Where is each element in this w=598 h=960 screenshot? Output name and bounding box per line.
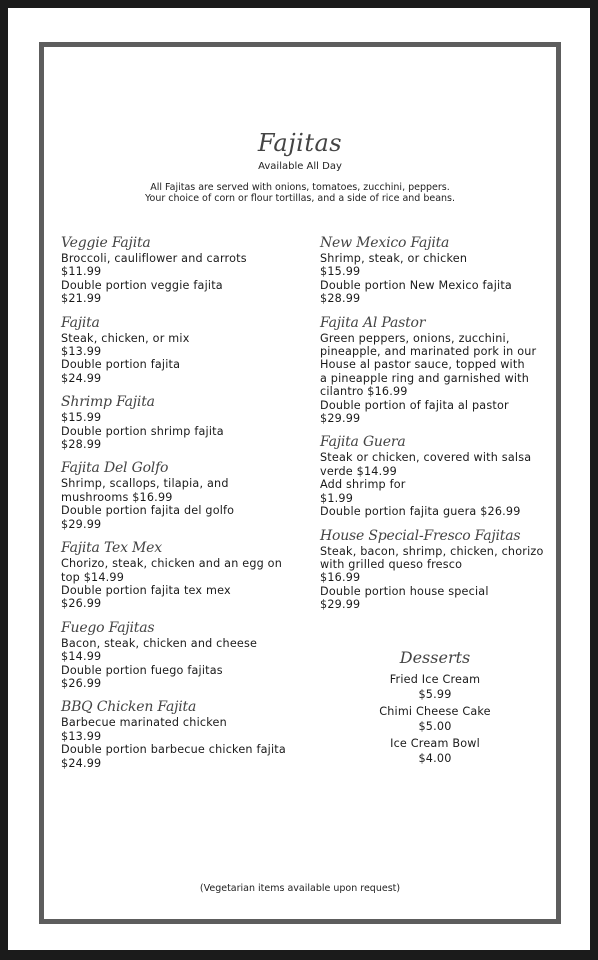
- dessert-price: $4.00: [418, 751, 452, 765]
- menu-item-line: $13.99: [61, 729, 102, 743]
- menu-item: [61, 620, 291, 691]
- menu-item-line: Double portion fajita del golfo: [61, 504, 235, 518]
- menu-border-frame: [39, 42, 561, 924]
- menu-item-line: Broccoli, cauliflower and carrots: [61, 252, 247, 265]
- menu-item-line: Chorizo, steak, chicken and an egg on: [61, 557, 283, 571]
- menu-item: [320, 434, 550, 518]
- menu-item-name: Fajita: [61, 314, 100, 331]
- menu-note-line: Your choice of corn or flour tortillas, and a side of rice and beans.: [144, 193, 456, 204]
- menu-item-line: Bacon, steak, chicken and cheese: [61, 636, 258, 650]
- menu-item: [61, 315, 291, 386]
- menu-item-line: $28.99: [320, 292, 361, 306]
- menu-item-name: House Special-Fresco Fajitas: [320, 527, 521, 544]
- dessert-item: [320, 737, 550, 766]
- menu-item: [61, 394, 291, 451]
- menu-item-name: Fuego Fajitas: [61, 619, 155, 636]
- menu-item-name: New Mexico Fajita: [320, 235, 450, 251]
- menu-item-line: $24.99: [61, 756, 102, 770]
- menu-item-line: $26.99: [61, 676, 102, 690]
- dessert-item: [320, 705, 550, 734]
- menu-item-line: $14.99: [61, 650, 102, 664]
- menu-item-line: Double portion fajita: [61, 358, 181, 372]
- menu-item-line: with grilled queso fresco: [320, 557, 463, 571]
- menu-item-line: Double portion veggie fajita: [61, 278, 223, 292]
- menu-item-name: Veggie Fajita: [61, 235, 151, 251]
- desserts-title: Desserts: [399, 648, 471, 667]
- menu-title: Fajitas: [257, 129, 343, 157]
- menu-item-name: BBQ Chicken Fajita: [61, 699, 197, 716]
- menu-item-line: $15.99: [61, 411, 102, 425]
- menu-item: [61, 460, 291, 531]
- menu-item-line: a pineapple ring and garnished with: [320, 371, 530, 385]
- dessert-name: Fried Ice Cream: [389, 673, 481, 686]
- menu-item-line: $24.99: [61, 371, 102, 385]
- menu-item-name: Fajita Guera: [320, 434, 406, 451]
- menu-item-line: $26.99: [61, 597, 102, 611]
- menu-note-line: All Fajitas are served with onions, tomatoes, zucchini, peppers.: [150, 182, 450, 193]
- menu-item-line: $29.99: [320, 598, 361, 612]
- menu-note: [44, 182, 556, 204]
- menu-item-line: Double portion fajita tex mex: [61, 583, 231, 597]
- menu-item-line: $15.99: [320, 265, 361, 279]
- menu-item: [61, 540, 291, 611]
- menu-item-line: Barbecue marinated chicken: [61, 716, 227, 730]
- menu-item-line: Double portion New Mexico fajita: [320, 278, 512, 292]
- menu-item-line: mushrooms $16.99: [61, 490, 173, 504]
- menu-item-line: Steak, bacon, shrimp, chicken, chorizo: [320, 544, 544, 558]
- menu-item-line: $28.99: [61, 438, 102, 452]
- left-column: [61, 235, 291, 779]
- menu-item-line: Double portion barbecue chicken fajita: [61, 743, 286, 757]
- dessert-price: $5.99: [418, 687, 452, 701]
- menu-item-line: Double portion house special: [320, 584, 489, 598]
- menu-item-name: Fajita Tex Mex: [61, 540, 162, 557]
- menu-item-line: Double portion fuego fajitas: [61, 663, 223, 677]
- menu-item-line: Add shrimp for: [320, 478, 406, 492]
- menu-item-line: Shrimp, scallops, tilapia, and: [61, 477, 229, 491]
- menu-item-line: $29.99: [320, 412, 361, 426]
- menu-item-line: $13.99: [61, 345, 102, 359]
- menu-item-line: Shrimp, steak, or chicken: [320, 252, 468, 265]
- menu-item-line: Steak or chicken, covered with salsa: [320, 451, 532, 465]
- menu-item-line: Green peppers, onions, zucchini,: [320, 331, 510, 345]
- menu-header: [44, 129, 556, 204]
- menu-item-line: $1.99: [320, 491, 354, 505]
- right-column: [320, 235, 550, 621]
- menu-item: [61, 235, 291, 306]
- menu-item: [320, 315, 550, 426]
- dessert-name: Ice Cream Bowl: [390, 737, 480, 750]
- menu-item: [320, 528, 550, 612]
- menu-item-line: $21.99: [61, 292, 102, 306]
- menu-item-line: $29.99: [61, 517, 102, 531]
- menu-item-name: Fajita Del Golfo: [61, 460, 169, 477]
- menu-item-line: top $14.99: [61, 570, 125, 584]
- dessert-name: Chimi Cheese Cake: [379, 705, 491, 718]
- dessert-list: [320, 673, 550, 766]
- menu-item-line: Steak, chicken, or mix: [61, 331, 190, 345]
- menu-item-line: House al pastor sauce, topped with: [320, 358, 525, 372]
- menu-subtitle: Available All Day: [258, 161, 342, 172]
- menu-item-name: Fajita Al Pastor: [320, 314, 426, 331]
- menu-item-line: $16.99: [320, 571, 361, 585]
- desserts-section: [320, 648, 550, 769]
- menu-item-line: verde $14.99: [320, 464, 397, 478]
- menu-item-line: Double portion fajita guera $26.99: [320, 505, 521, 519]
- menu-item: [320, 235, 550, 306]
- menu-item-line: pineapple, and marinated pork in our: [320, 345, 537, 359]
- menu-item: [61, 699, 291, 770]
- dessert-price: $5.00: [418, 719, 452, 733]
- menu-item-line: cilantro $16.99: [320, 385, 408, 399]
- menu-sheet: [8, 8, 590, 950]
- dessert-item: [320, 673, 550, 702]
- menu-item-line: Double portion shrimp fajita: [61, 424, 224, 438]
- menu-item-name: Shrimp Fajita: [61, 394, 155, 411]
- menu-item-line: Double portion of fajita al pastor: [320, 398, 509, 412]
- menu-footer: (Vegetarian items available upon request): [199, 883, 401, 894]
- menu-item-line: $11.99: [61, 265, 102, 279]
